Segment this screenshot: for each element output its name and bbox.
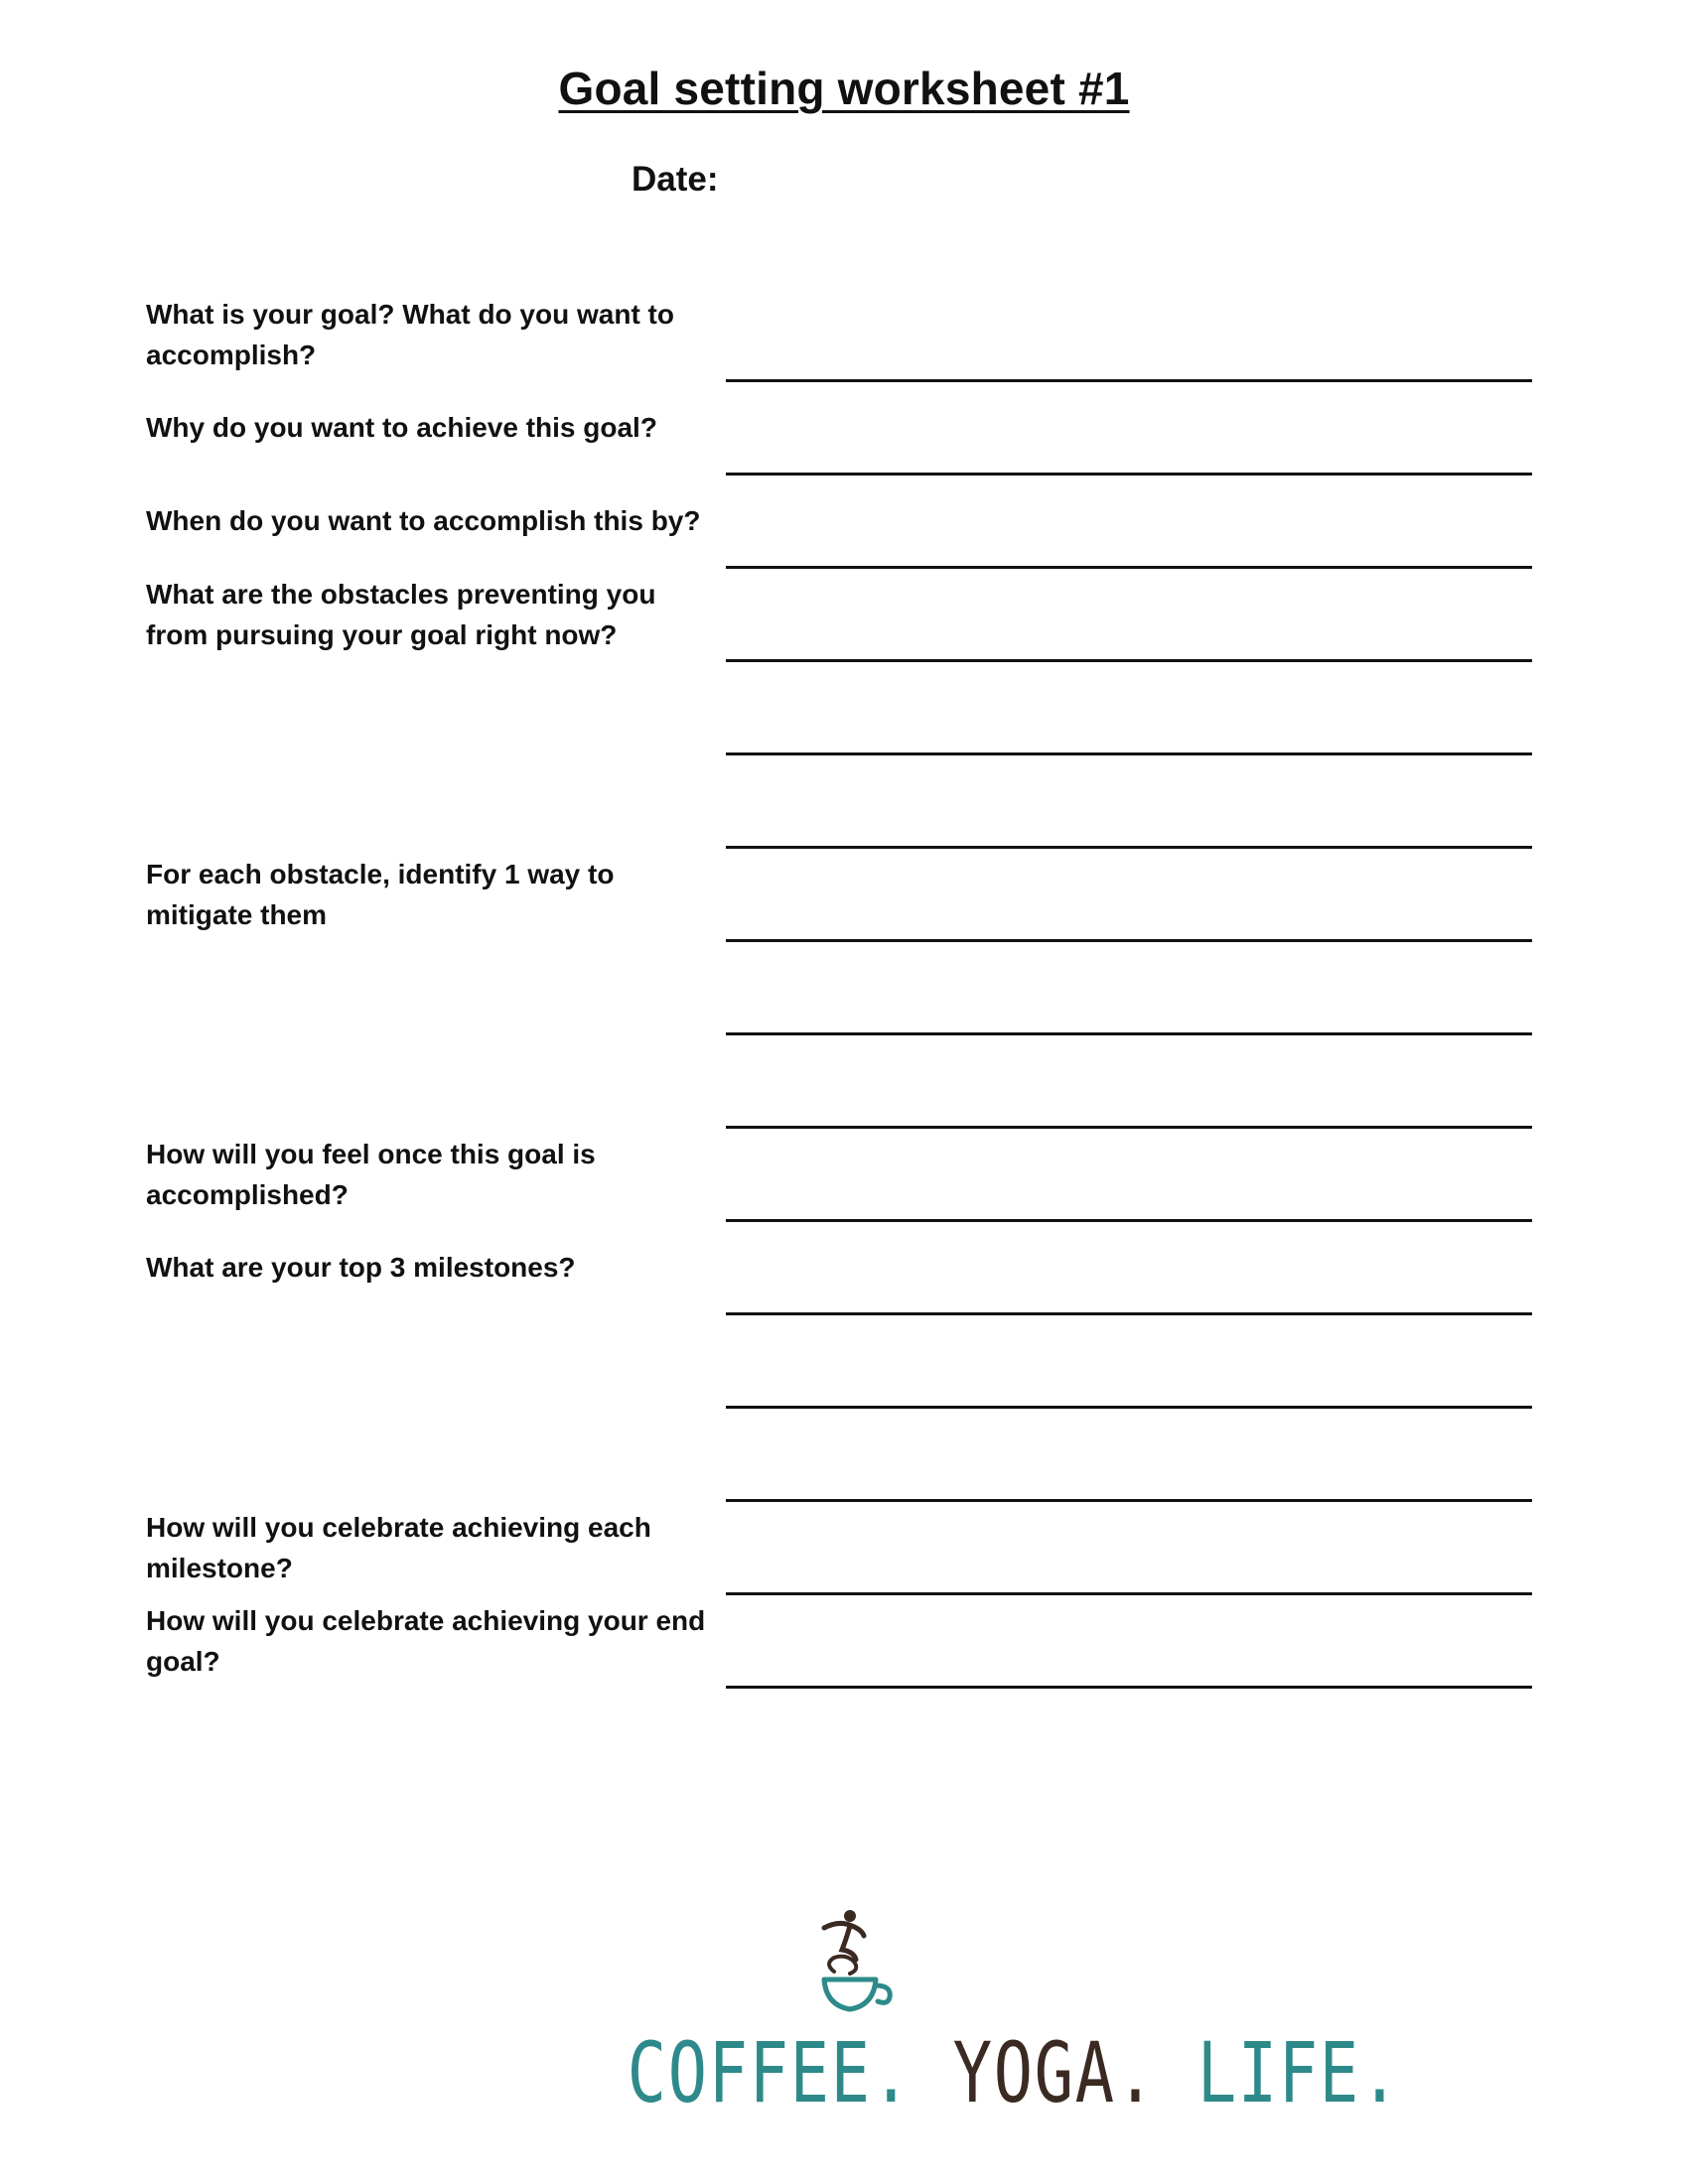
question-feel: How will you feel once this goal is accomplished? — [146, 1139, 596, 1210]
question-celebrate-milestone: How will you celebrate achieving each milestone? — [146, 1512, 651, 1583]
answer-line[interactable] — [726, 1312, 1532, 1315]
answer-line[interactable] — [726, 846, 1532, 849]
answer-line[interactable] — [726, 1499, 1532, 1502]
answer-line[interactable] — [726, 939, 1532, 942]
answer-line[interactable] — [726, 473, 1532, 476]
worksheet-title-text: Goal setting worksheet #1 — [558, 63, 1130, 114]
date-label: Date: — [632, 160, 719, 199]
worksheet-title — [0, 62, 1688, 116]
logo-wordmark — [627, 2024, 1401, 2121]
question-milestones: What are your top 3 milestones? — [146, 1252, 576, 1283]
answer-line[interactable] — [726, 1406, 1532, 1409]
answer-line[interactable] — [726, 566, 1532, 569]
coffee-yoga-cup-icon — [794, 1906, 904, 2025]
logo-word-yoga: YOGA. — [952, 2024, 1157, 2121]
answer-line[interactable] — [726, 1126, 1532, 1129]
question-mitigate: For each obstacle, identify 1 way to mitigate them — [146, 859, 615, 930]
answer-line[interactable] — [726, 1032, 1532, 1035]
question-when: When do you want to accomplish this by? — [146, 505, 701, 536]
question-celebrate-end: How will you celebrate achieving your end goal? — [146, 1605, 706, 1677]
answer-line[interactable] — [726, 1592, 1532, 1595]
question-why: Why do you want to achieve this goal? — [146, 412, 657, 443]
question-goal: What is your goal? What do you want to accomplish? — [146, 299, 674, 370]
question-obstacles: What are the obstacles preventing you from pursuing your goal right now? — [146, 579, 656, 650]
logo-word-coffee: COFFEE. — [627, 2024, 913, 2121]
answer-line[interactable] — [726, 379, 1532, 382]
coffee-yoga-life-logo — [566, 1904, 1401, 2142]
logo-word-life: LIFE. — [1196, 2024, 1401, 2121]
answer-line[interactable] — [726, 1686, 1532, 1689]
answer-line[interactable] — [726, 659, 1532, 662]
answer-line[interactable] — [726, 1219, 1532, 1222]
answer-line[interactable] — [726, 752, 1532, 755]
